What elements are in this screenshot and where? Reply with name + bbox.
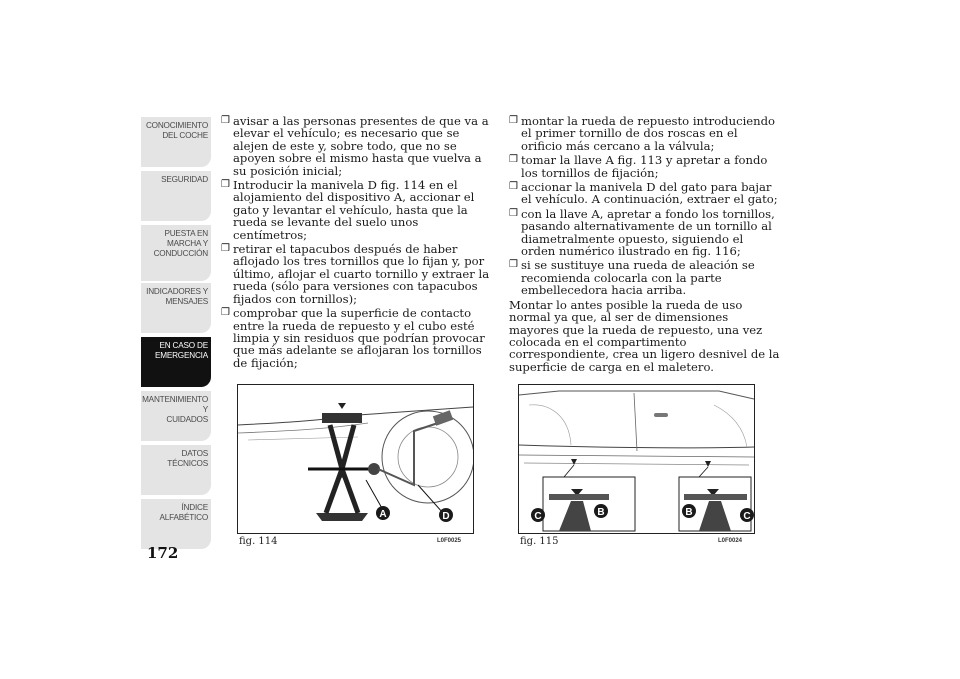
sidebar-item-label: MANTENIMIENTO Y CUIDADOS <box>142 395 208 424</box>
list-item: ❒ avisar a las personas presentes de que va a elevar el vehículo; es necesario que se alejen de este y, sobre todo, que no se apoyen sobre el mismo hasta que vuelva a su posición inicial; <box>221 115 493 177</box>
list-item: ❒ accionar la manivela D del gato para bajar el vehículo. A continuación, extraer el gato; <box>509 181 781 206</box>
sidebar-item-emergencia[interactable] <box>141 337 211 387</box>
list-item: ❒ tomar la llave A fig. 113 y apretar a fondo los tornillos de fijación; <box>509 154 781 179</box>
figure-caption: fig. 114 <box>239 536 278 547</box>
sidebar-item-label: SEGURIDAD <box>161 175 208 184</box>
figure-caption: fig. 115 <box>520 536 559 547</box>
callout-b-label: B <box>685 507 693 518</box>
sidebar-item-label: CONOCIMIENTO DEL COCHE <box>145 121 208 140</box>
sidebar-item-indicadores[interactable] <box>141 283 211 333</box>
left-instruction-list <box>221 115 493 369</box>
sidebar-item-mantenimiento[interactable] <box>141 391 211 441</box>
figure-code: L0F0025 <box>437 538 462 544</box>
list-item: ❒ montar la rueda de repuesto introduciendo el primer tornillo de dos roscas en el orificio más cercano a la válvula; <box>509 115 781 152</box>
sidebar-item-conocimiento[interactable] <box>141 117 211 167</box>
figure-115 <box>518 384 755 547</box>
list-item: ❒ retirar el tapacubos después de haber aflojado los tres tornillos que lo fijan y, por último, aflojar el cuarto tornillo y extraer la rueda (sólo para versiones con tapacubos fijados con tornillos); <box>221 243 493 305</box>
figure-code: L0F0024 <box>718 538 743 544</box>
jack-illustration <box>237 384 474 534</box>
callout-a-label: A <box>379 509 387 520</box>
right-instruction-list <box>509 115 781 297</box>
list-item: ❒ comprobar que la superficie de contacto entre la rueda de repuesto y el cubo esté limpia y sin residuos que podrían provocar que más adelante se aflojaran los tornillos de fijación; <box>221 307 493 369</box>
list-item: ❒ con la llave A, apretar a fondo los tornillos, pasando alternativamente de un tornillo al diametralmente opuesto, siguiendo el orden numérico ilustrado en fig. 116; <box>509 208 781 258</box>
sidebar-item-puesta-en-marcha[interactable] <box>141 225 211 281</box>
list-item: ❒ Introducir la manivela D fig. 114 en el alojamiento del dispositivo A, accionar el gato y levantar el vehículo, hasta que la rueda se levante del suelo unos centímetros; <box>221 179 493 241</box>
callout-b-label: B <box>597 507 605 518</box>
callout-c-label: C <box>534 511 542 522</box>
figure-114 <box>237 384 474 547</box>
sidebar-item-label: PUESTA EN MARCHA Y CONDUCCIÓN <box>153 229 208 258</box>
callout-c-label: C <box>743 511 751 522</box>
right-text-column <box>509 115 781 373</box>
sidebar-item-label: INDICADORES Y MENSAJES <box>146 287 208 306</box>
list-item: ❒ si se sustituye una rueda de aleación se recomienda colocarla con la parte embellecedora hacia arriba. <box>509 259 781 296</box>
sidebar-item-datos-tecnicos[interactable] <box>141 445 211 495</box>
body-paragraph: Montar lo antes posible la rueda de uso normal ya que, al ser de dimensiones mayores que la rueda de repuesto, una vez colocada en el compartimento correspondiente, crea un ligero desnivel de la superficie de carga en el maletero. <box>509 297 780 374</box>
sidebar-item-label: DATOS TÉCNICOS <box>167 449 208 468</box>
page-number: 172 <box>147 544 179 562</box>
sidebar-item-label: ÍNDICE ALFABÉTICO <box>159 503 208 522</box>
callout-d-label: D <box>442 511 450 522</box>
left-text-column <box>221 115 493 371</box>
sidebar-item-indice[interactable] <box>141 499 211 549</box>
sidebar-item-label: EN CASO DE EMERGENCIA <box>154 341 208 360</box>
jack-points-illustration <box>518 384 755 534</box>
sidebar-item-seguridad[interactable] <box>141 171 211 221</box>
